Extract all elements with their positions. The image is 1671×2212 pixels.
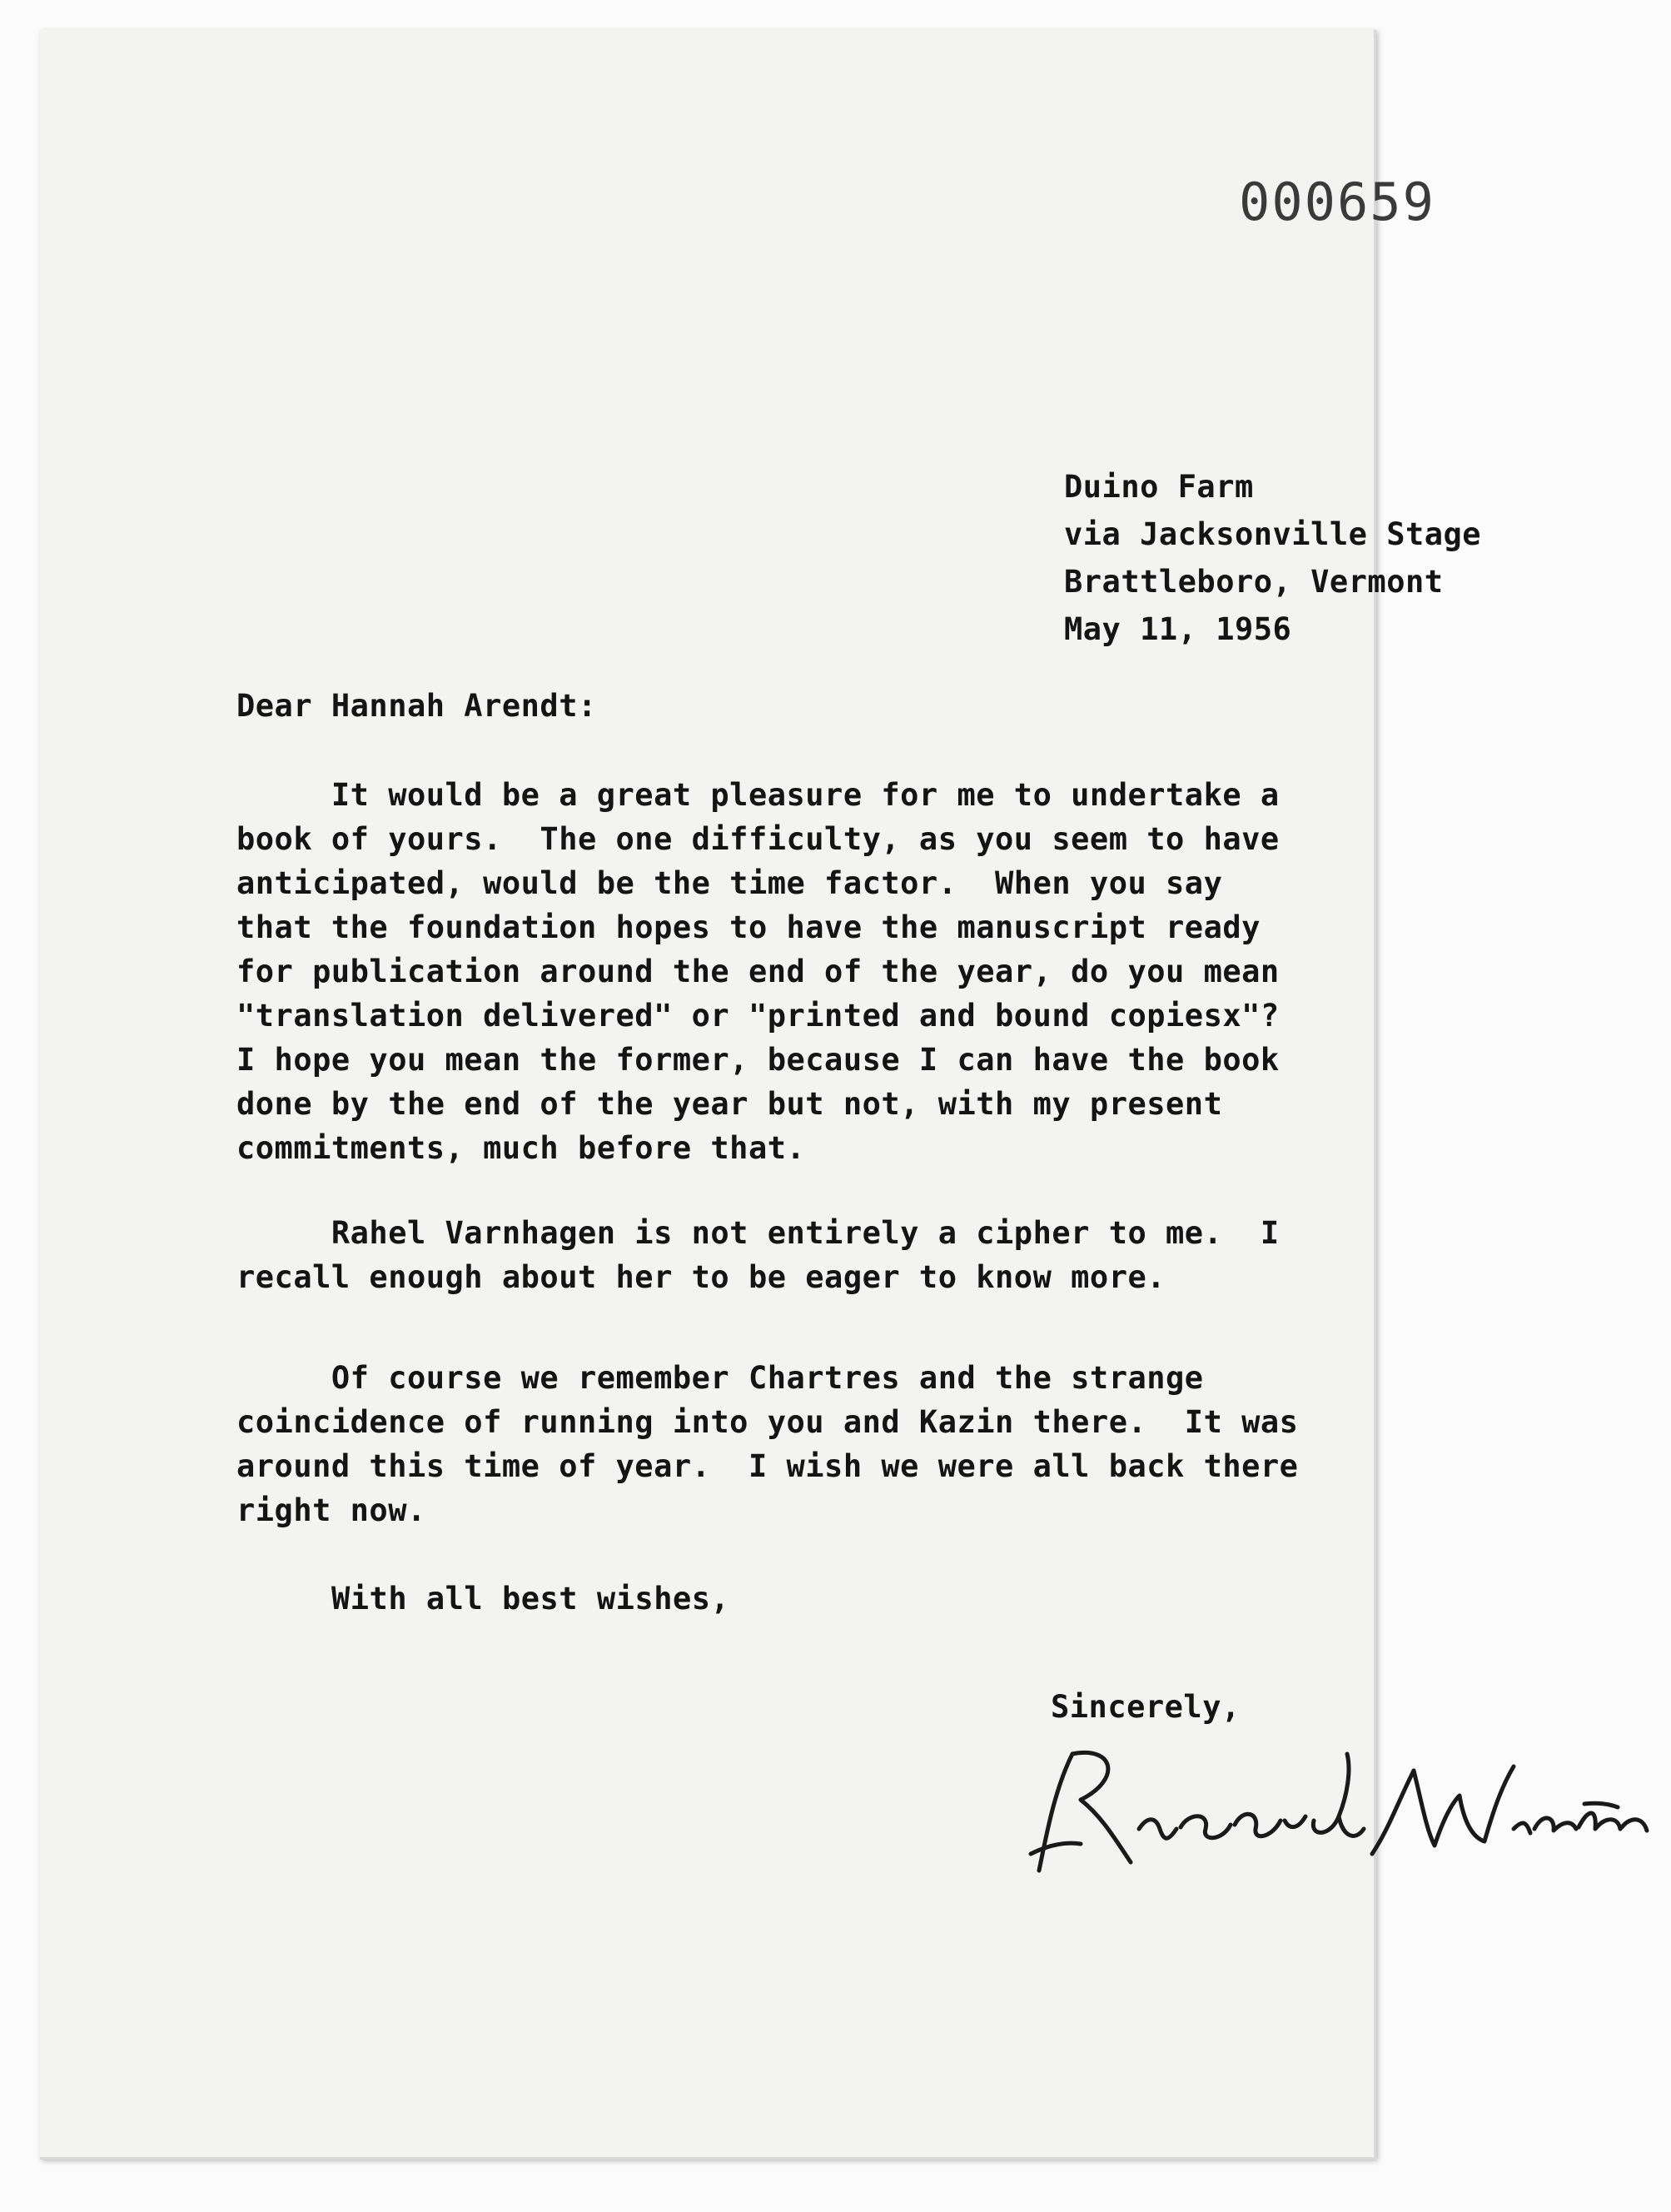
address-line-route: via Jacksonville Stage <box>1064 516 1482 552</box>
handwritten-signature <box>1022 1737 1655 1896</box>
letter-date: May 11, 1956 <box>1064 611 1292 647</box>
salutation: Dear Hannah Arendt: <box>236 688 597 724</box>
paragraph-translation-request: It would be a great pleasure for me to undertake a book of yours. The one difficulty, as you seem to have anticipated, would be the time factor. When you say that the foundation hopes to have the manuscript ready for publication around the end of the year, do you mean "translation delivered" or "printed and bound copiesx"? I hope you mean the former, because I can have the book done by the end of the year but not, with my present commitments, much before that. <box>236 777 1280 1166</box>
address-line-farm: Duino Farm <box>1064 469 1254 505</box>
closing-line: With all best wishes, <box>331 1581 730 1617</box>
address-line-town: Brattleboro, Vermont <box>1064 564 1444 600</box>
letter-page <box>40 30 1482 2160</box>
paragraph-rahel-varnhagen: Rahel Varnhagen is not entirely a cipher to me. I recall enough about her to be eager to know more. <box>236 1215 1280 1295</box>
document-number: 000659 <box>1239 172 1435 232</box>
sign-off: Sincerely, <box>1051 1689 1241 1725</box>
sender-address <box>1064 463 1481 653</box>
paragraph-chartres: Of course we remember Chartres and the strange coincidence of running into you and Kazin there. It was around this time of year. I wish we were all back there right now. <box>236 1360 1299 1528</box>
